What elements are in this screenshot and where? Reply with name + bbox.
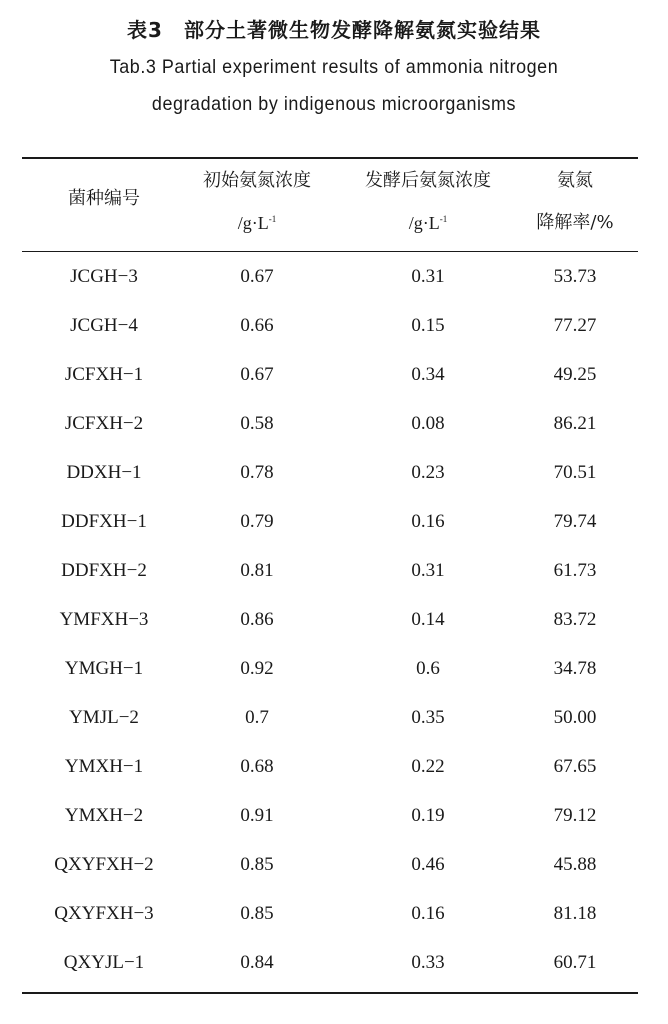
top-rule — [22, 157, 638, 159]
table-row — [0, 693, 668, 742]
cell-initial: 0.7 — [245, 707, 269, 728]
cell-initial: 0.67 — [240, 266, 274, 287]
header-rate-line2: 降解率/% — [536, 212, 614, 233]
cell-initial: 0.84 — [240, 952, 274, 973]
cell-after: 0.16 — [411, 903, 445, 924]
cell-initial: 0.85 — [240, 903, 274, 924]
cell-after: 0.08 — [411, 413, 445, 434]
table-row — [0, 546, 668, 595]
table-row — [0, 350, 668, 399]
cell-initial: 0.58 — [240, 413, 274, 434]
cell-after: 0.19 — [411, 805, 445, 826]
cell-strain: YMJL−2 — [69, 707, 139, 728]
cell-initial: 0.86 — [240, 609, 274, 630]
cell-after: 0.15 — [411, 315, 445, 336]
cell-strain: DDFXH−1 — [61, 511, 147, 532]
cell-rate: 77.27 — [553, 315, 597, 336]
cell-rate: 49.25 — [553, 364, 597, 385]
cell-rate: 81.18 — [553, 903, 597, 924]
header-initial-unit-text: /g·L — [237, 213, 269, 233]
cell-rate: 79.12 — [553, 805, 597, 826]
cell-rate: 53.73 — [553, 266, 597, 287]
table-row — [0, 448, 668, 497]
cell-rate: 83.72 — [553, 609, 597, 630]
cell-after: 0.31 — [411, 560, 445, 581]
cell-after: 0.31 — [411, 266, 445, 287]
table-caption-en-line2: degradation by indigenous microorganisms — [151, 93, 517, 115]
cell-after: 0.23 — [411, 462, 445, 483]
table-row — [0, 301, 668, 350]
table-row — [0, 889, 668, 938]
cell-initial: 0.68 — [240, 756, 274, 777]
cell-initial: 0.79 — [240, 511, 274, 532]
cell-strain: JCFXH−2 — [64, 413, 144, 434]
table-row — [0, 399, 668, 448]
table-row — [0, 840, 668, 889]
table-caption-en-line1: Tab.3 Partial experiment results of ammonia nitrogen — [109, 56, 559, 78]
cell-strain: QXYJL−1 — [63, 952, 145, 973]
cell-strain: YMXH−1 — [64, 756, 144, 777]
cell-rate: 50.00 — [553, 707, 597, 728]
cell-rate: 86.21 — [553, 413, 597, 434]
cell-initial: 0.81 — [240, 560, 274, 581]
table-row — [0, 644, 668, 693]
header-initial-unit-exp: -1 — [268, 214, 277, 224]
cell-initial: 0.67 — [240, 364, 274, 385]
cell-rate: 79.74 — [553, 511, 597, 532]
header-initial-unit — [186, 214, 328, 232]
cell-initial: 0.91 — [240, 805, 274, 826]
header-after-unit — [328, 214, 528, 232]
table-caption-zh: 表3 部分土著微生物发酵降解氨氮实验结果 — [127, 18, 541, 42]
cell-initial: 0.78 — [240, 462, 274, 483]
cell-after: 0.33 — [411, 952, 445, 973]
header-rate-line1: 氨氮 — [557, 170, 593, 191]
cell-strain: YMFXH−3 — [59, 609, 149, 630]
cell-strain: YMXH−2 — [64, 805, 144, 826]
cell-strain: JCGH−3 — [70, 266, 138, 287]
header-initial: 初始氨氮浓度 — [203, 170, 311, 191]
cell-strain: DDXH−1 — [66, 462, 142, 483]
cell-initial: 0.92 — [240, 658, 274, 679]
cell-strain: DDFXH−2 — [61, 560, 147, 581]
table-row — [0, 791, 668, 840]
cell-rate: 67.65 — [553, 756, 597, 777]
cell-after: 0.46 — [411, 854, 445, 875]
table-row — [0, 742, 668, 791]
header-strain: 菌种编号 — [68, 188, 140, 209]
bottom-rule — [22, 992, 638, 994]
table-row — [0, 497, 668, 546]
cell-initial: 0.66 — [240, 315, 274, 336]
cell-strain: QXYFXH−3 — [54, 903, 154, 924]
cell-after: 0.22 — [411, 756, 445, 777]
cell-after: 0.6 — [416, 658, 440, 679]
cell-after: 0.34 — [411, 364, 445, 385]
cell-after: 0.16 — [411, 511, 445, 532]
cell-rate: 60.71 — [553, 952, 597, 973]
table-row — [0, 252, 668, 301]
cell-after: 0.35 — [411, 707, 445, 728]
header-after: 发酵后氨氮浓度 — [365, 170, 491, 191]
cell-strain: YMGH−1 — [64, 658, 144, 679]
cell-initial: 0.85 — [240, 854, 274, 875]
header-after-unit-exp: -1 — [439, 214, 448, 224]
cell-rate: 61.73 — [553, 560, 597, 581]
cell-rate: 45.88 — [553, 854, 597, 875]
cell-strain: JCFXH−1 — [64, 364, 144, 385]
cell-rate: 34.78 — [553, 658, 597, 679]
cell-after: 0.14 — [411, 609, 445, 630]
cell-strain: JCGH−4 — [70, 315, 138, 336]
cell-rate: 70.51 — [553, 462, 597, 483]
table-row — [0, 938, 668, 987]
cell-strain: QXYFXH−2 — [54, 854, 154, 875]
header-after-unit-text: /g·L — [408, 213, 440, 233]
table-row — [0, 595, 668, 644]
